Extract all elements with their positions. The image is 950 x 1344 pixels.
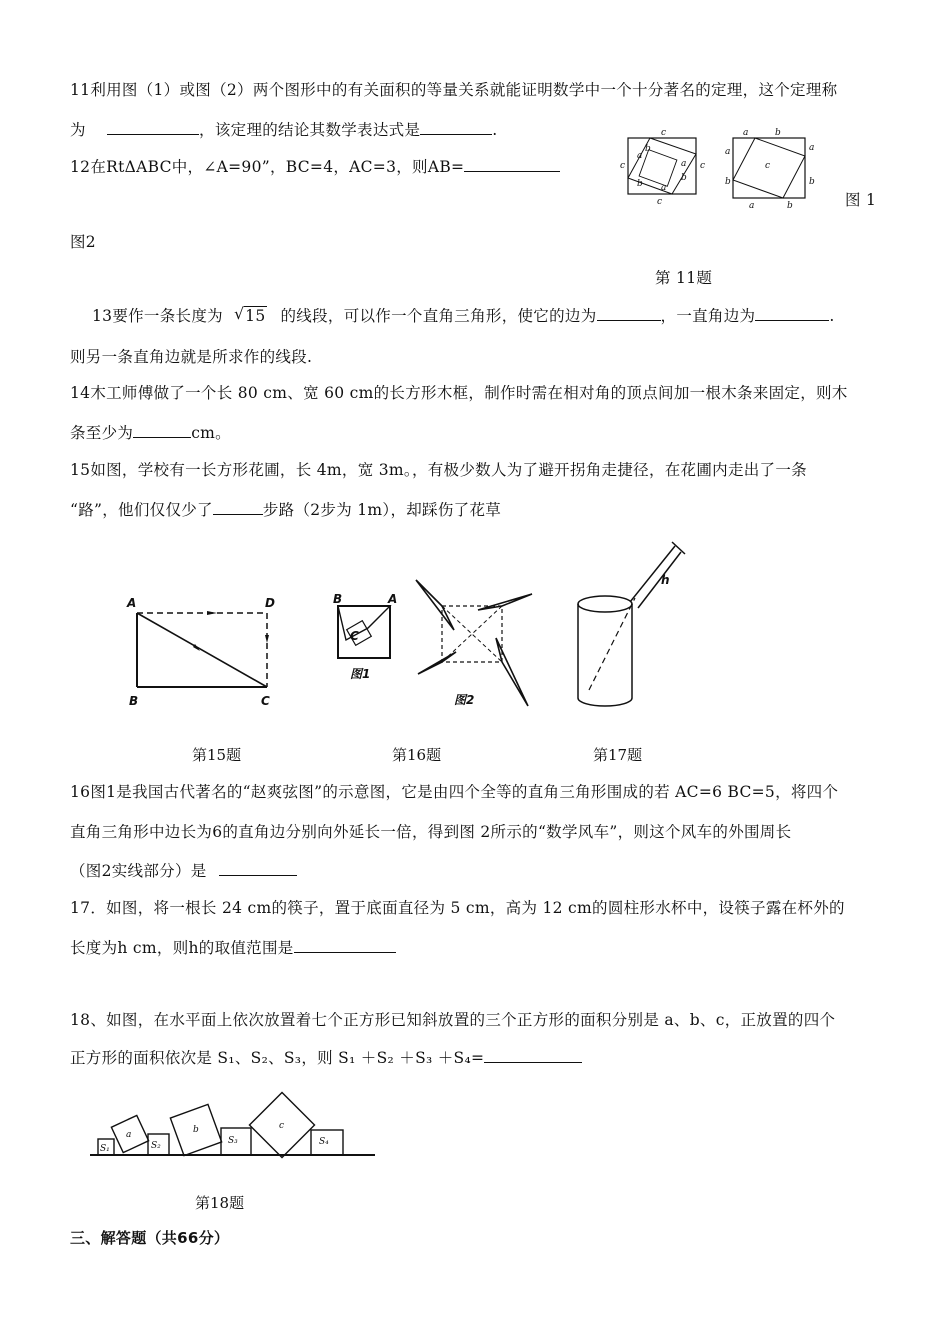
- q12-text: [70, 157, 560, 177]
- fig18-label-b: b: [193, 1125, 199, 1135]
- q18-line2-text: 正方形的面积依次是 S₁、S₂、S₃，则 S₁ ＋S₂ ＋S₃ ＋S₄=: [70, 1049, 485, 1067]
- q11-fig2-a-left: a: [725, 147, 731, 157]
- q11-fig1-a: a: [637, 151, 643, 161]
- q15-line2: [70, 500, 501, 520]
- q16-line3-text: （图2实线部分）是: [70, 862, 207, 880]
- fig16-caption: 第16题: [392, 746, 442, 764]
- q11-line2c: .: [492, 121, 498, 139]
- fig18: [90, 1090, 380, 1160]
- q11-figure1: [620, 128, 705, 207]
- q11-caption: 第 11题: [655, 269, 713, 287]
- q11-fig2-a-bottom: a: [749, 201, 755, 211]
- section3-title: 三、解答题（共66分）: [70, 1229, 230, 1247]
- q11-fig1-b2: b: [681, 173, 687, 183]
- q13-line1a: 13要作一条长度为: [92, 307, 223, 325]
- q13-line1: [92, 306, 835, 326]
- q13-blank-hyp[interactable]: [597, 306, 661, 321]
- q11-fig2-b-left: b: [725, 177, 731, 187]
- q11-line1: 11利用图（1）或图（2）两个图形中的有关面积的等量关系就能证明数学中一个十分著名的定理，这个定理称: [70, 81, 838, 99]
- fig16-label-fig2: 图2: [454, 693, 475, 707]
- q11-fig2-b-right: b: [809, 177, 815, 187]
- q11-fig1-b3: b: [637, 179, 643, 189]
- q13-line1c: ，一直角边为: [660, 307, 756, 325]
- fig16: [328, 580, 568, 710]
- q16-line2: 直角三角形中边长为6的直角边分别向外延长一倍，得到图 2所示的“数学风车”，则这个风车的外围周长: [70, 823, 792, 841]
- q15-line1: 15如图，学校有一长方形花圃，长 4m，宽 3m。，有极少数人为了避开拐角走捷径，在花圃内走出了一条: [70, 461, 807, 479]
- q11-figures: [615, 128, 820, 211]
- q18-blank[interactable]: [484, 1048, 582, 1063]
- q13-line1b: 的线段，可以作一个直角三角形，使它的边为: [280, 307, 597, 325]
- fig17: [575, 540, 695, 710]
- q13-radicand: 15: [245, 307, 266, 325]
- q18-line1: 18、如图，在水平面上依次放置着七个正方形已知斜放置的三个正方形的面积分别是 a、b、c，正放置的四个: [70, 1011, 836, 1029]
- q14-line1: 14木工师傅做了一个长 80 cm、宽 60 cm的长方形木框，制作时需在相对角的顶点间加一根木条来固定，则木: [70, 384, 848, 402]
- q11-fig1-c-bottom: c: [657, 197, 663, 207]
- q17-line1: 17．如图，将一根长 24 cm的筷子，置于底面直径为 5 cm，高为 12 cm的圆柱形水杯中，设筷子露在杯外的: [70, 899, 845, 917]
- q11-figure2: [725, 128, 815, 211]
- q16-blank[interactable]: [219, 861, 297, 876]
- q11-fig2-a-top: a: [743, 128, 749, 138]
- q11-fig1-a2: a: [681, 159, 687, 169]
- q11-line2a: 为: [70, 121, 86, 139]
- q12-blank[interactable]: [464, 157, 560, 172]
- q14-line2b: cm。: [191, 424, 231, 442]
- fig16-figure2: [416, 580, 532, 707]
- fig18-label-a: a: [126, 1130, 132, 1140]
- fig17-label-h: h: [661, 573, 670, 587]
- fig16-label-A: A: [388, 592, 398, 606]
- q11-line2b: ，该定理的结论其数学表达式是: [199, 121, 421, 139]
- q11-fig1-label: 图 1: [845, 191, 877, 209]
- q11-blank-theorem[interactable]: [107, 120, 199, 135]
- fig16-label-fig1: 图1: [350, 667, 371, 681]
- q13-blank-leg[interactable]: [755, 306, 829, 321]
- q12-label: 12在RtΔABC中，∠A=90”，BC=4，AC=3，则AB=: [70, 158, 465, 176]
- fig17-caption: 第17题: [593, 746, 643, 764]
- q13-line1d: .: [829, 307, 835, 325]
- fig15-label-C: C: [261, 694, 270, 708]
- q14-line2a: 条至少为: [70, 424, 134, 442]
- q16-line3: [70, 861, 297, 881]
- q11-fig2-b-bottom: b: [787, 201, 793, 211]
- q13-sqrt: √ 15: [234, 305, 266, 325]
- q15-line2b: 步路（2步为 1m），却踩伤了花草: [262, 501, 502, 519]
- fig15-label-B: B: [129, 694, 139, 708]
- q14-line2: [70, 423, 231, 443]
- fig18-label-c: c: [279, 1121, 285, 1131]
- q11-fig2-b-top: b: [775, 128, 781, 138]
- q13-line2: 则另一条直角边就是所求作的线段.: [70, 348, 313, 366]
- q15-line2a: “路”，他们仅仅少了: [70, 501, 213, 519]
- fig18-label-s3: S₃: [228, 1136, 238, 1146]
- fig15: [125, 595, 285, 710]
- q16-line1: 16图1是我国古代著名的“赵爽弦图”的示意图，它是由四个全等的直角三角形围成的若 AC=6 BC=5，将四个: [70, 783, 839, 801]
- fig16-label-C: C: [350, 629, 359, 643]
- fig18-label-s2: S₂: [151, 1141, 161, 1151]
- q11-fig1-a3: a: [661, 183, 667, 193]
- q18-line2: [70, 1048, 582, 1068]
- q11-blank-expression[interactable]: [420, 120, 492, 135]
- q15-blank[interactable]: [213, 500, 263, 515]
- q11-fig2-c: c: [765, 161, 771, 171]
- q11-line2: [70, 120, 497, 140]
- q17-blank[interactable]: [294, 938, 396, 953]
- fig16-label-B: B: [333, 592, 343, 606]
- q11-fig1-c-top: c: [661, 128, 667, 138]
- q17-line2-text: 长度为h cm，则h的取值范围是: [70, 939, 294, 957]
- q17-line2: [70, 938, 396, 958]
- fig18-label-s1: S₁: [100, 1144, 110, 1154]
- q11-fig2-a-right: a: [809, 143, 815, 153]
- fig15-label-D: D: [265, 596, 275, 610]
- fig16-figure1: [333, 592, 397, 681]
- fig15-label-A: A: [127, 596, 137, 610]
- q14-blank[interactable]: [133, 423, 191, 438]
- q11-fig1-b: b: [645, 144, 651, 154]
- fig18-caption: 第18题: [195, 1194, 245, 1212]
- q11-fig1-c-left: c: [620, 161, 626, 171]
- fig15-caption: 第15题: [192, 746, 242, 764]
- q11-fig2-label: 图2: [70, 233, 96, 251]
- q11-fig1-c-right: c: [700, 161, 706, 171]
- fig18-label-s4: S₄: [319, 1137, 329, 1147]
